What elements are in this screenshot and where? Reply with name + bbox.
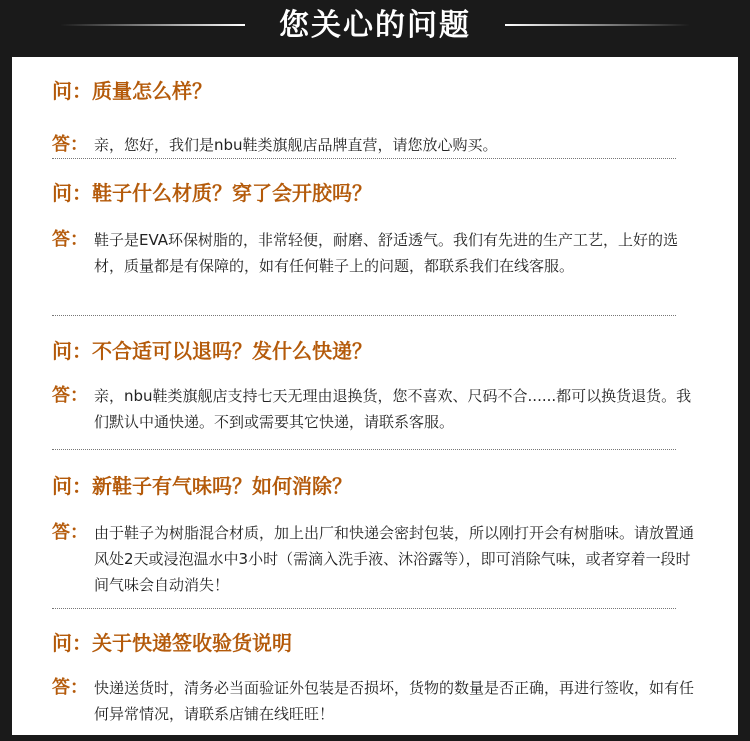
faq-answer-label: 答： [52, 385, 88, 406]
header-divider-right [505, 24, 690, 26]
faq-answer: 亲，您好，我们是nbu鞋类旗舰店品牌直营，请您放心购买。 [94, 136, 498, 154]
faq-answer: 亲，nbu鞋类旗舰店支持七天无理由退换货，您不喜欢、尺码不合......都可以换货退货。我们默认中通快递。不到或需要其它快递，请联系客服。 [94, 387, 692, 431]
faq-question: 问：关于快递签收验货说明 [52, 631, 292, 655]
faq-answer: 快递送货时，清务必当面验证外包装是否损坏，货物的数量是否正确，再进行签收，如有任何异常情况，请联系店铺在线旺旺！ [94, 679, 695, 723]
faq-question: 问：不合适可以退吗？发什么快递？ [52, 339, 372, 363]
faq-divider [52, 449, 676, 450]
faq-answer-label: 答： [52, 677, 88, 698]
faq-answer-label: 答： [52, 229, 88, 250]
faq-panel [12, 57, 738, 735]
faq-divider [52, 608, 676, 609]
faq-question: 问：鞋子什么材质？穿了会开胶吗？ [52, 181, 372, 205]
faq-question: 问：质量怎么样？ [52, 79, 212, 103]
faq-answer-label: 答： [52, 134, 88, 155]
faq-answer: 由于鞋子为树脂混合材质，加上出厂和快递会密封包装，所以刚打开会有树脂味。请放置通风处2天或浸泡温水中3小时（需滴入洗手液、沐浴露等），即可消除气味，或者穿着一段时间气味会自动消失！ [94, 524, 695, 594]
faq-answer-label: 答： [52, 522, 88, 543]
faq-divider [52, 158, 676, 159]
header-bar [0, 0, 750, 56]
faq-question: 问：新鞋子有气味吗？如何消除？ [52, 474, 352, 498]
page-title: 您关心的问题 [279, 8, 471, 43]
faq-divider [52, 315, 676, 316]
faq-answer: 鞋子是EVA环保树脂的，非常轻便，耐磨、舒适透气。我们有先进的生产工艺，上好的选材，质量都是有保障的，如有任何鞋子上的问题，都联系我们在线客服。 [94, 231, 679, 275]
